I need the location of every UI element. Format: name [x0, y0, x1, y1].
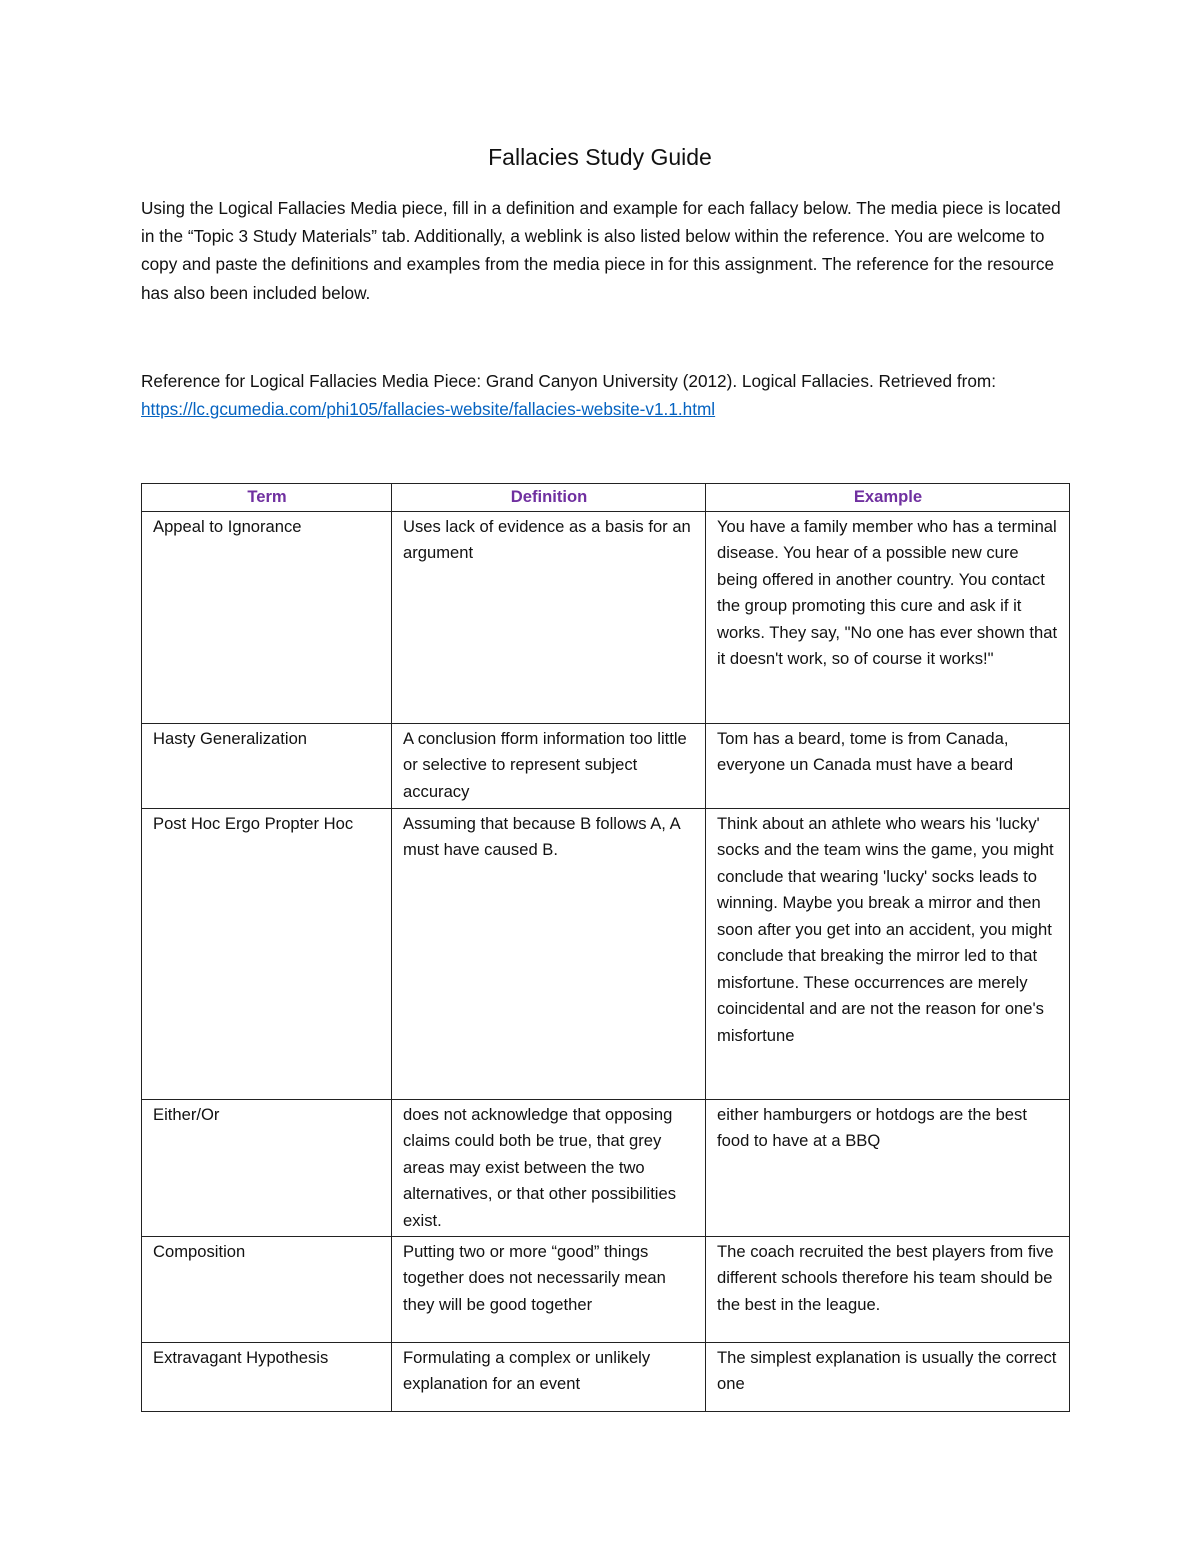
example-cell: The coach recruited the best players from five different schools therefore his team should be the best in the league. — [706, 1236, 1070, 1342]
reference-text: Reference for Logical Fallacies Media Piece: Grand Canyon University (2012). Logical Fallacies. Retrieved from: — [141, 371, 996, 391]
definition-cell: Assuming that because B follows A, A must have caused B. — [392, 808, 706, 1099]
term-cell: Post Hoc Ergo Propter Hoc — [142, 808, 392, 1099]
example-cell: Think about an athlete who wears his 'lucky' socks and the team wins the game, you might conclude that wearing 'lucky' socks leads to winning. Maybe you break a mirror and then soon after you get into an accident, you might conclude that breaking the mirror led to that misfortune. These occurrences are merely coincidental and are not the reason for one's misfortune — [706, 808, 1070, 1099]
table-row — [142, 511, 1070, 723]
term-cell: Composition — [142, 1236, 392, 1342]
table-header-row — [142, 484, 1070, 512]
fallacies-table — [141, 483, 1070, 1412]
definition-cell: does not acknowledge that opposing claims could both be true, that grey areas may exist between the two alternatives, or that other possibilities exist. — [392, 1099, 706, 1236]
table-row — [142, 1099, 1070, 1236]
term-cell: Appeal to Ignorance — [142, 511, 392, 723]
header-example: Example — [706, 484, 1070, 512]
definition-cell: Formulating a complex or unlikely explanation for an event — [392, 1342, 706, 1411]
example-cell: You have a family member who has a terminal disease. You hear of a possible new cure being offered in another country. You contact the group promoting this cure and ask if it works. They say, "No one has ever shown that it doesn't work, so of course it works!" — [706, 511, 1070, 723]
definition-cell: Uses lack of evidence as a basis for an argument — [392, 511, 706, 723]
table-row — [142, 808, 1070, 1099]
document-title: Fallacies Study Guide — [488, 144, 712, 170]
term-cell: Either/Or — [142, 1099, 392, 1236]
example-cell: either hamburgers or hotdogs are the best food to have at a BBQ — [706, 1099, 1070, 1236]
instructions-paragraph: Using the Logical Fallacies Media piece, fill in a definition and example for each fallacy below. The media piece is located in the “Topic 3 Study Materials” tab. Additionally, a weblink is also listed below within the reference. You are welcome to copy and paste the definitions and examples from the media piece in for this assignment. The reference for the resource has also been included below. — [141, 198, 1061, 303]
table-row — [142, 1236, 1070, 1342]
header-term: Term — [142, 484, 392, 512]
term-cell: Hasty Generalization — [142, 723, 392, 808]
example-cell: Tom has a beard, tome is from Canada, everyone un Canada must have a beard — [706, 723, 1070, 808]
definition-cell: Putting two or more “good” things together does not necessarily mean they will be good together — [392, 1236, 706, 1342]
header-definition: Definition — [392, 484, 706, 512]
definition-cell: A conclusion fform information too little or selective to represent subject accuracy — [392, 723, 706, 808]
reference-paragraph — [141, 367, 1071, 423]
term-cell: Extravagant Hypothesis — [142, 1342, 392, 1411]
example-cell: The simplest explanation is usually the correct one — [706, 1342, 1070, 1411]
table-row — [142, 1342, 1070, 1411]
reference-link[interactable]: https://lc.gcumedia.com/phi105/fallacies-website/fallacies-website-v1.1.html — [141, 399, 716, 420]
table-row — [142, 723, 1070, 808]
